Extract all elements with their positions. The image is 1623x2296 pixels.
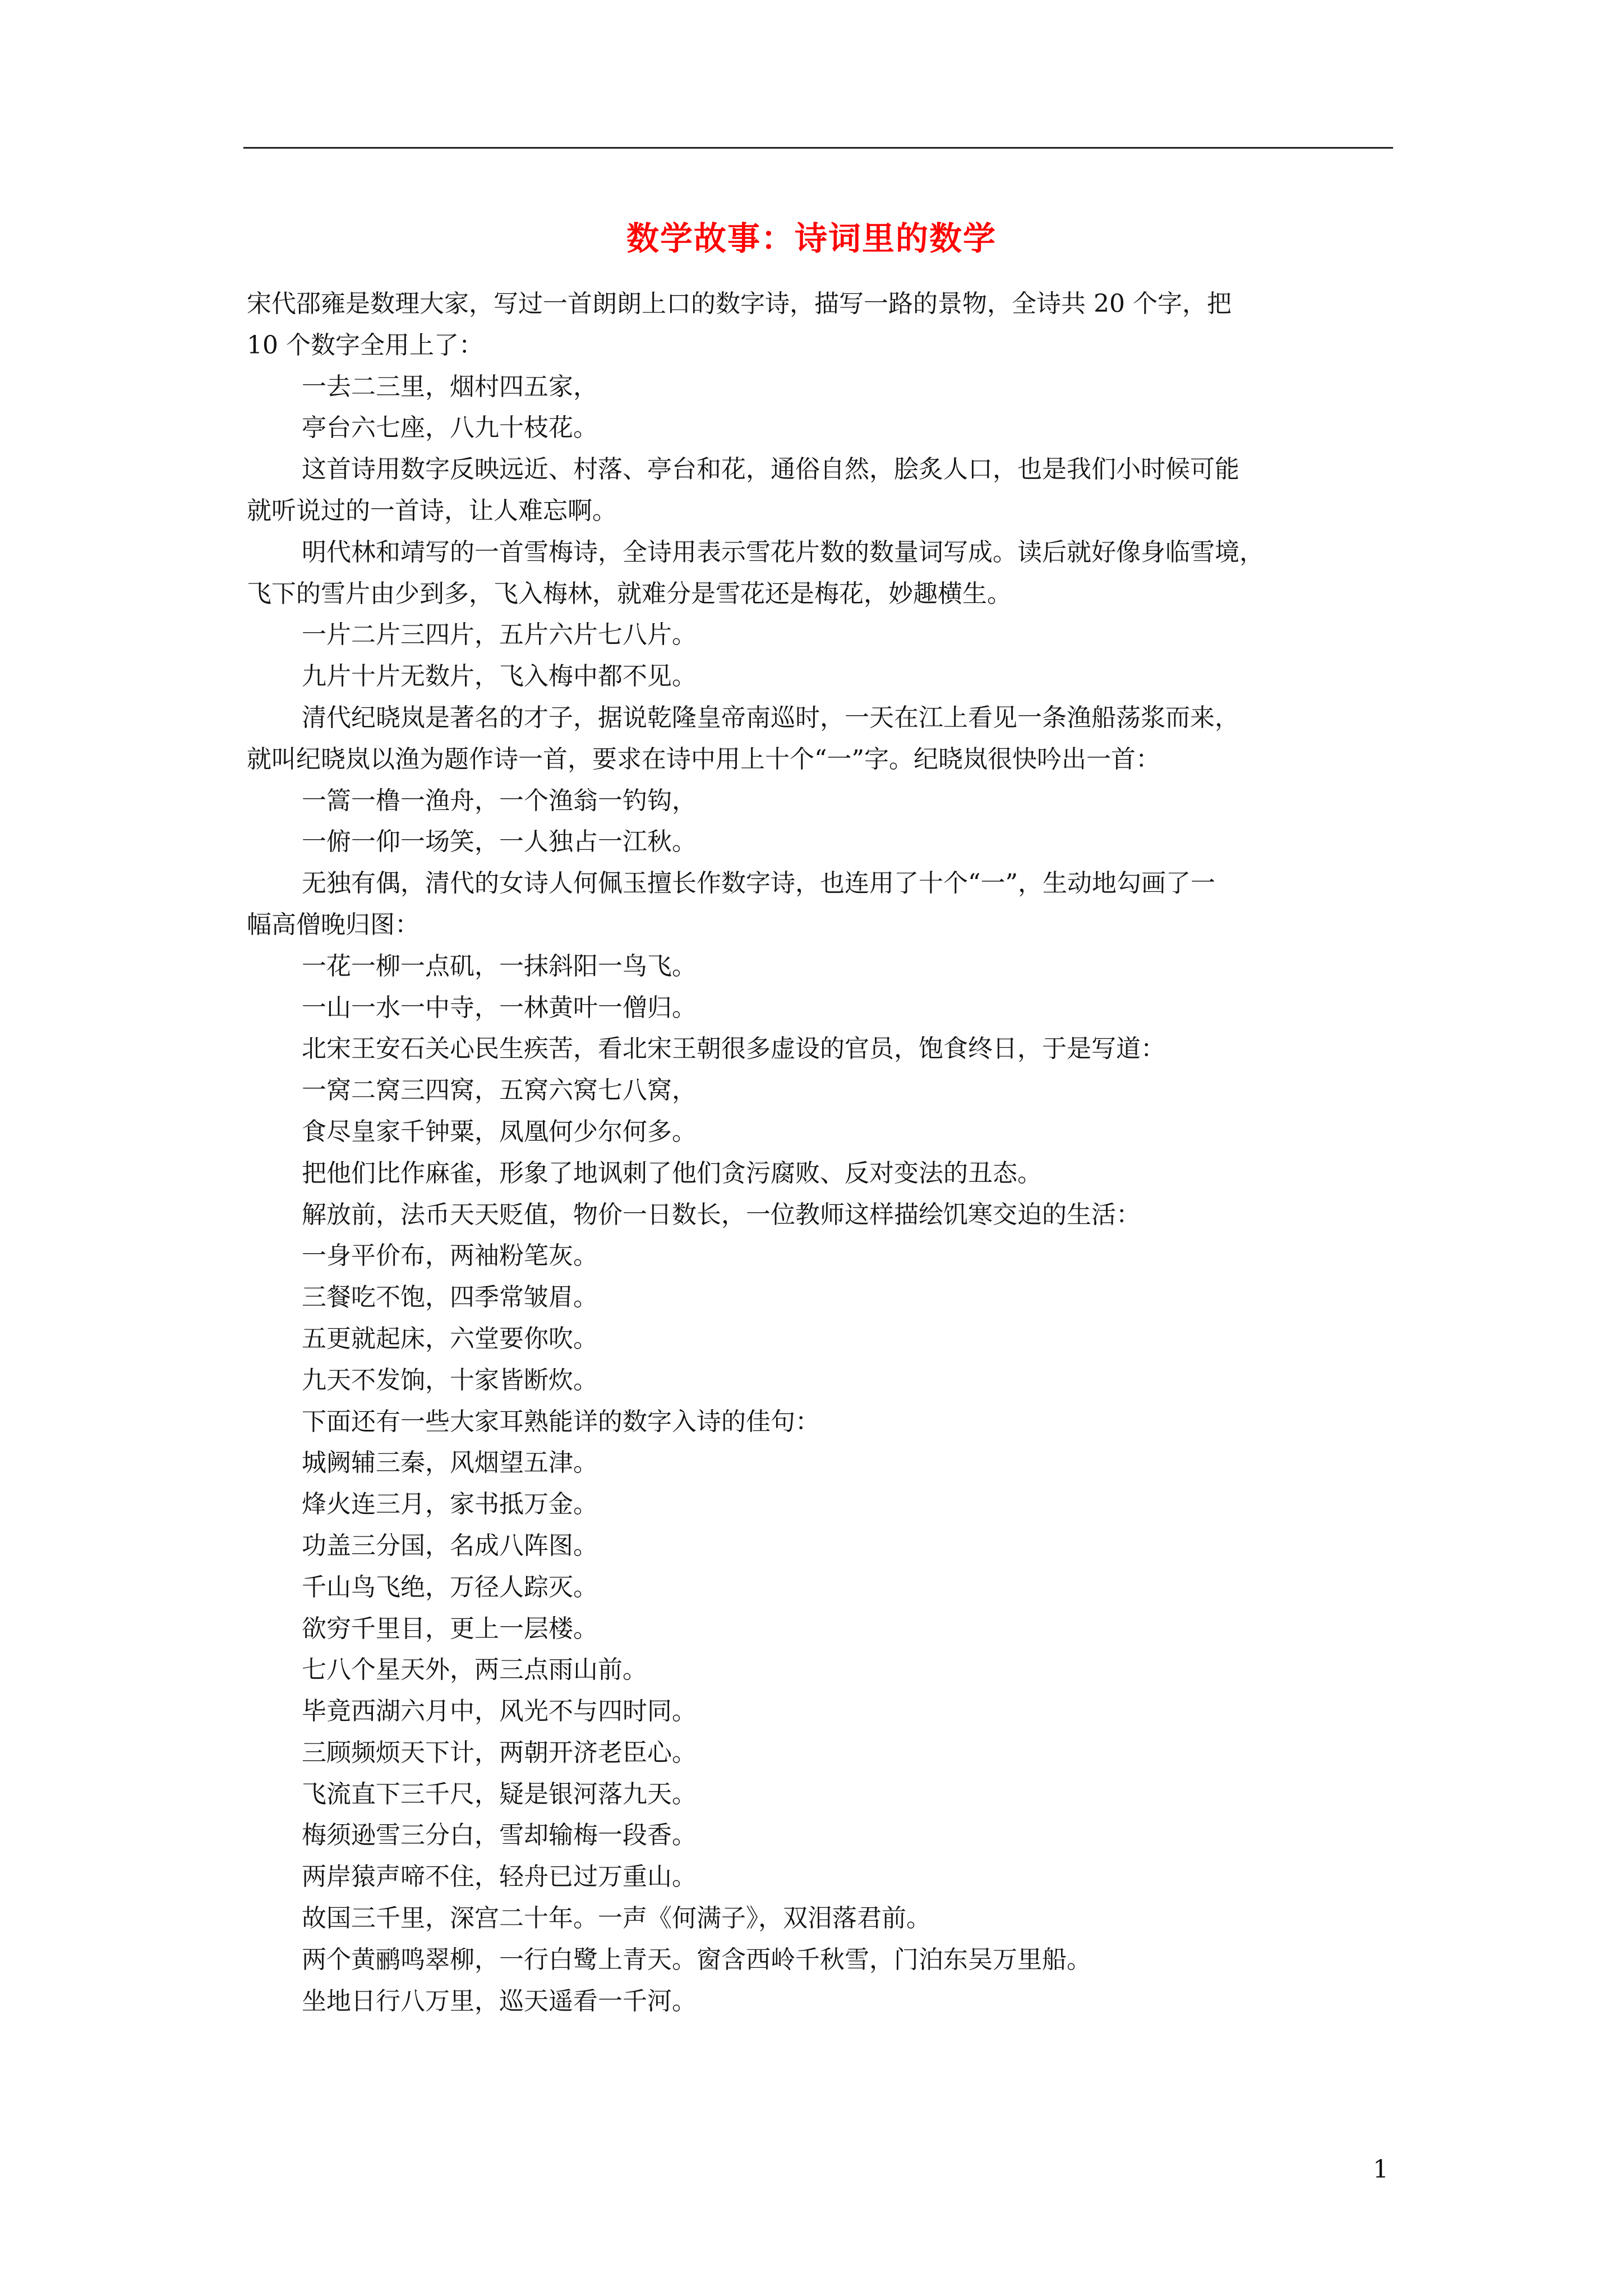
text-line: 一身平价布，两袖粉笔灰。 bbox=[302, 1241, 598, 1271]
text-line: 两个黄鹂鸣翠柳，一行白鹭上青天。窗含西岭千秋雪，门泊东吴万里船。 bbox=[302, 1945, 1091, 1974]
document-body bbox=[247, 283, 1391, 2022]
text-line: 三餐吃不饱，四季常皱眉。 bbox=[302, 1283, 598, 1312]
text-line: 七八个星天外，两三点雨山前。 bbox=[302, 1655, 647, 1685]
text-line: 幅高僧晚归图： bbox=[247, 910, 419, 939]
text-line: 飞下的雪片由少到多，飞入梅林，就难分是雪花还是梅花，妙趣横生。 bbox=[247, 579, 1012, 608]
text-line: 一片二片三四片，五片六片七八片。 bbox=[302, 620, 697, 650]
text-line: 就听说过的一首诗，让人难忘啊。 bbox=[247, 496, 617, 525]
text-line: 一篙一橹一渔舟，一个渔翁一钓钩， bbox=[302, 786, 697, 815]
text-line: 就叫纪晓岚以渔为题作诗一首，要求在诗中用上十个“一”字。纪晓岚很快吟出一首： bbox=[247, 744, 1160, 774]
text-line: 烽火连三月，家书抵万金。 bbox=[302, 1490, 598, 1519]
header-rule bbox=[243, 147, 1393, 149]
text-line: 宋代邵雍是数理大家，写过一首朗朗上口的数字诗，描写一路的景物，全诗共 20 个字，把 bbox=[247, 289, 1232, 318]
text-line: 五更就起床，六堂要你吹。 bbox=[302, 1324, 598, 1353]
text-line: 食尽皇家千钟粟，凤凰何少尔何多。 bbox=[302, 1117, 697, 1146]
text-line: 飞流直下三千尺，疑是银河落九天。 bbox=[302, 1779, 697, 1809]
text-line: 一去二三里，烟村四五家， bbox=[302, 372, 598, 401]
text-line: 毕竟西湖六月中，风光不与四时同。 bbox=[302, 1697, 697, 1726]
text-line: 北宋王安石关心民生疾苦，看北宋王朝很多虚设的官员，饱食终日，于是写道： bbox=[302, 1034, 1165, 1064]
text-line: 城阙辅三秦，风烟望五津。 bbox=[302, 1448, 598, 1478]
text-line: 一山一水一中寺，一林黄叶一僧归。 bbox=[302, 993, 697, 1022]
text-line: 下面还有一些大家耳熟能详的数字入诗的佳句： bbox=[302, 1407, 820, 1436]
page-number: 1 bbox=[1373, 2155, 1389, 2184]
text-line: 10 个数字全用上了： bbox=[247, 330, 483, 360]
text-line: 一花一柳一点矶，一抹斜阳一鸟飞。 bbox=[302, 951, 697, 981]
text-line: 梅须逊雪三分白，雪却输梅一段香。 bbox=[302, 1821, 697, 1850]
text-line: 明代林和靖写的一首雪梅诗，全诗用表示雪花片数的数量词写成。读后就好像身临雪境， bbox=[302, 537, 1264, 567]
text-line: 九片十片无数片，飞入梅中都不见。 bbox=[302, 662, 697, 691]
text-line: 三顾频烦天下计，两朝开济老臣心。 bbox=[302, 1738, 697, 1767]
text-line: 坐地日行八万里，巡天遥看一千河。 bbox=[302, 1986, 697, 2016]
text-line: 无独有偶，清代的女诗人何佩玉擅长作数字诗，也连用了十个“一”，生动地勾画了一 bbox=[302, 869, 1215, 898]
text-line: 这首诗用数字反映远近、村落、亭台和花，通俗自然，脍炙人口，也是我们小时候可能 bbox=[302, 455, 1239, 484]
text-line: 千山鸟飞绝，万径人踪灭。 bbox=[302, 1572, 598, 1602]
document-title: 数学故事：诗词里的数学 bbox=[626, 219, 997, 257]
text-line: 把他们比作麻雀，形象了地讽刺了他们贪污腐败、反对变法的丑态。 bbox=[302, 1158, 1042, 1188]
text-line: 九天不发饷，十家皆断炊。 bbox=[302, 1365, 598, 1395]
text-line: 故国三千里，深宫二十年。一声《何满子》，双泪落君前。 bbox=[302, 1904, 931, 1933]
text-line: 清代纪晓岚是著名的才子，据说乾隆皇帝南巡时，一天在江上看见一条渔船荡浆而来， bbox=[302, 703, 1239, 732]
text-line: 一俯一仰一场笑，一人独占一江秋。 bbox=[302, 827, 697, 857]
text-line: 欲穷千里目，更上一层楼。 bbox=[302, 1614, 598, 1643]
text-line: 解放前，法币天天贬值，物价一日数长，一位教师这样描绘饥寒交迫的生活： bbox=[302, 1200, 1141, 1229]
text-line: 功盖三分国，名成八阵图。 bbox=[302, 1531, 598, 1560]
text-line: 两岸猿声啼不住，轻舟已过万重山。 bbox=[302, 1862, 697, 1892]
text-line: 亭台六七座，八九十枝花。 bbox=[302, 413, 598, 443]
text-line: 一窝二窝三四窝，五窝六窝七八窝， bbox=[302, 1076, 697, 1105]
